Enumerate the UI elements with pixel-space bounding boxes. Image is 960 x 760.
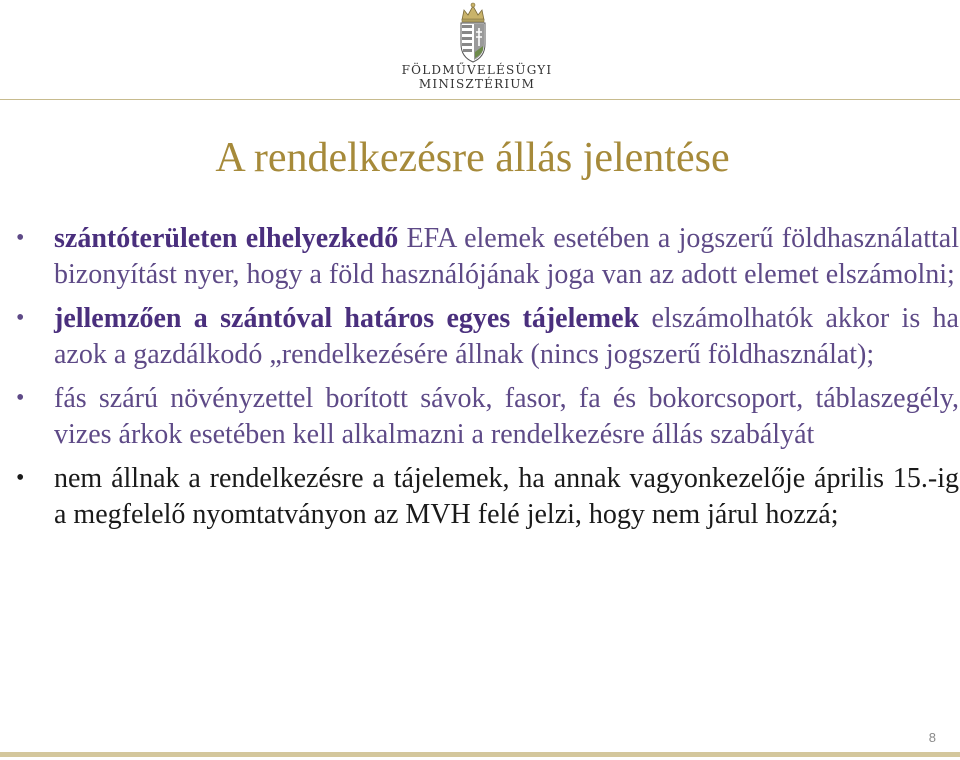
bullet-item-3 bbox=[16, 381, 959, 452]
slide-header bbox=[0, 0, 960, 100]
bullet-text: nem állnak a rendelkezésre a tájelemek, ha annak vagyonkezelője április 15.-ig a megfelelő nyomtatványon az MVH felé jelzi, hogy nem járul hozzá; bbox=[54, 463, 959, 530]
bullet-dot-icon: • bbox=[16, 305, 25, 331]
coat-of-arms-icon bbox=[452, 2, 494, 64]
ministry-line-1: FÖLDMŰVELÉSÜGYI bbox=[401, 63, 553, 77]
slide-title: A rendelkezésre állás jelentése bbox=[215, 135, 730, 181]
bullet-text: elszámolhatók akkor is ha azok a gazdálkodó „rendelkezésére állnak (nincs jogszerű földhasználat); bbox=[54, 303, 959, 370]
bullet-emphasis: jellemzően a szántóval határos egyes tájelemek bbox=[54, 303, 640, 334]
bullet-item-1 bbox=[16, 221, 959, 292]
footer-bar bbox=[0, 752, 960, 757]
bullet-dot-icon: • bbox=[16, 225, 25, 251]
header-divider bbox=[0, 99, 960, 100]
ministry-name bbox=[392, 63, 562, 91]
bullet-dot-icon: • bbox=[16, 385, 25, 411]
bullet-item-2 bbox=[16, 301, 959, 372]
bullet-item-4 bbox=[16, 461, 959, 532]
bullet-dot-icon: • bbox=[16, 465, 25, 491]
bullet-emphasis: szántóterületen elhelyezkedő bbox=[54, 223, 399, 254]
bullet-text: EFA elemek esetében a jogszerű földhasználattal bizonyítást nyer, hogy a föld használójának joga van az adott elemet elszámolni; bbox=[54, 223, 960, 290]
ministry-line-2: MINISZTÉRIUM bbox=[418, 77, 536, 91]
bullet-text: fás szárú növényzettel borított sávok, fasor, fa és bokorcsoport, táblaszegély, vizes árkok esetében kell alkalmazni a rendelkezésre állás szabályát bbox=[54, 383, 959, 450]
bullet-list bbox=[16, 221, 959, 541]
page-number: 8 bbox=[928, 730, 936, 745]
